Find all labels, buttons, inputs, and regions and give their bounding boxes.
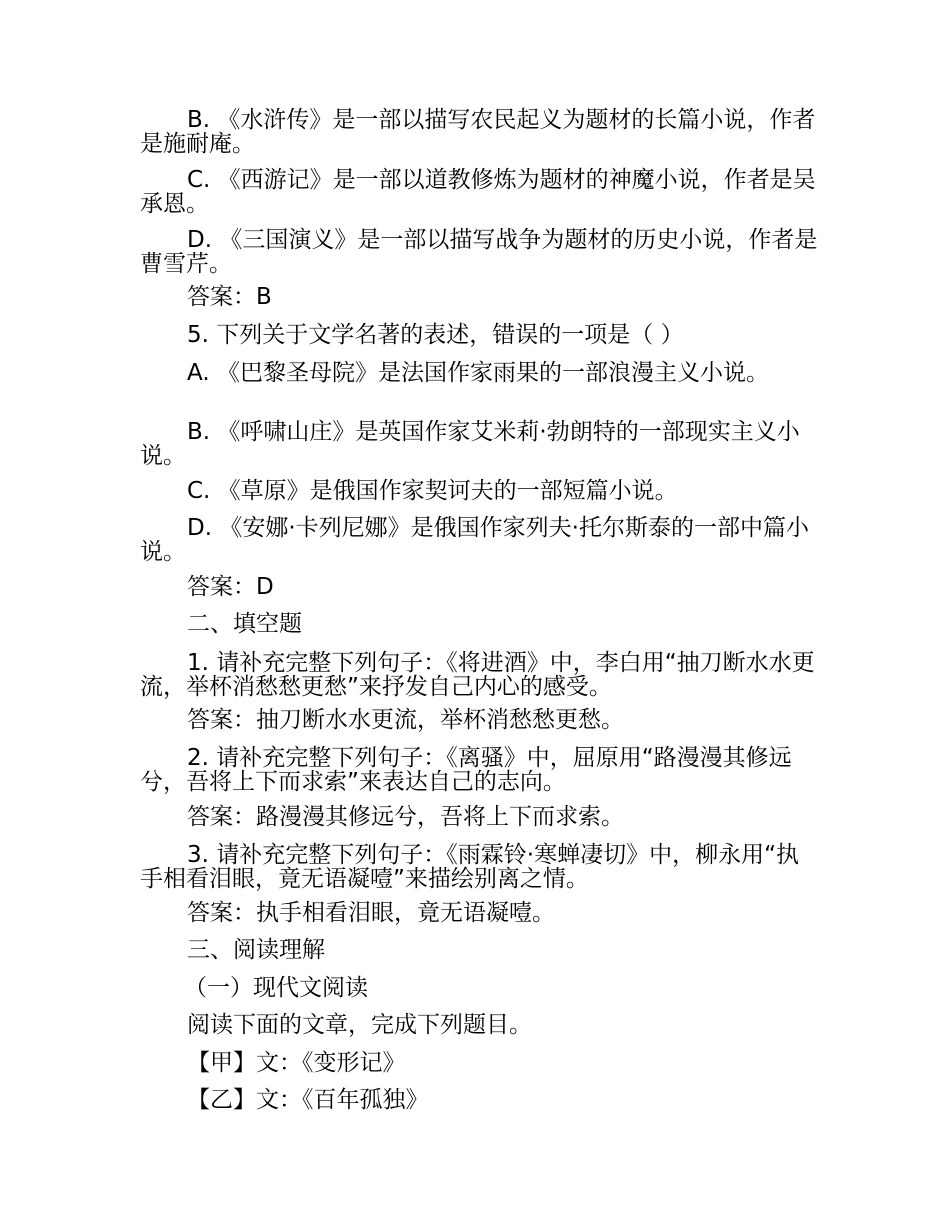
option-5b: B. 《呼啸山庄》是英国作家艾米莉·勃朗特的一部现实主义小说。: [140, 419, 800, 469]
fill-answer-3: 答案：执手相看泪眼，竟无语凝噎。: [187, 900, 555, 926]
subsection-heading-modern: （一）现代文阅读: [184, 975, 368, 1001]
fill-answer-1: 答案：抽刀断水水更流，举杯消愁愁更愁。: [187, 707, 624, 733]
answer-4: 答案：B: [187, 284, 272, 310]
option-4c: C. 《西游记》是一部以道教修炼为题材的神魔小说，作者是吴承恩。: [140, 167, 816, 217]
fill-question-3: 3. 请补充完整下列句子：《雨霖铃·寒蝉凄切》中，柳永用“执手相看泪眼，竟无语凝噎”来描绘别离之情。: [140, 842, 799, 892]
text-b-title: 【乙】文：《百年孤独》: [187, 1087, 429, 1113]
option-4d: D. 《三国演义》是一部以描写战争为题材的历史小说，作者是曹雪芹。: [140, 227, 818, 277]
section-heading-fill-blank: 二、填空题: [187, 611, 302, 637]
option-5c: C. 《草原》是俄国作家契诃夫的一部短篇小说。: [187, 478, 678, 504]
question-5: 5. 下列关于文学名著的表述，错误的一项是（ ）: [187, 322, 684, 348]
answer-5: 答案：D: [187, 574, 274, 600]
fill-answer-2: 答案：路漫漫其修远兮，吾将上下而求索。: [187, 804, 624, 830]
option-4b: B. 《水浒传》是一部以描写农民起义为题材的长篇小说，作者是施耐庵。: [140, 107, 816, 157]
text-a-title: 【甲】文：《变形记》: [187, 1050, 406, 1076]
option-5a: A. 《巴黎圣母院》是法国作家雨果的一部浪漫主义小说。: [187, 360, 769, 386]
section-heading-reading: 三、阅读理解: [187, 937, 325, 963]
fill-question-2: 2. 请补充完整下列句子：《离骚》中，屈原用“路漫漫其修远兮，吾将上下而求索”来表达自己的志向。: [140, 745, 792, 795]
option-5d: D. 《安娜·卡列尼娜》是俄国作家列夫·托尔斯泰的一部中篇小说。: [140, 515, 809, 565]
reading-instruction: 阅读下面的文章，完成下列题目。: [187, 1012, 532, 1038]
fill-question-1: 1. 请补充完整下列句子：《将进酒》中，李白用“抽刀断水水更流，举杯消愁愁更愁”来抒发自己内心的感受。: [140, 650, 815, 700]
